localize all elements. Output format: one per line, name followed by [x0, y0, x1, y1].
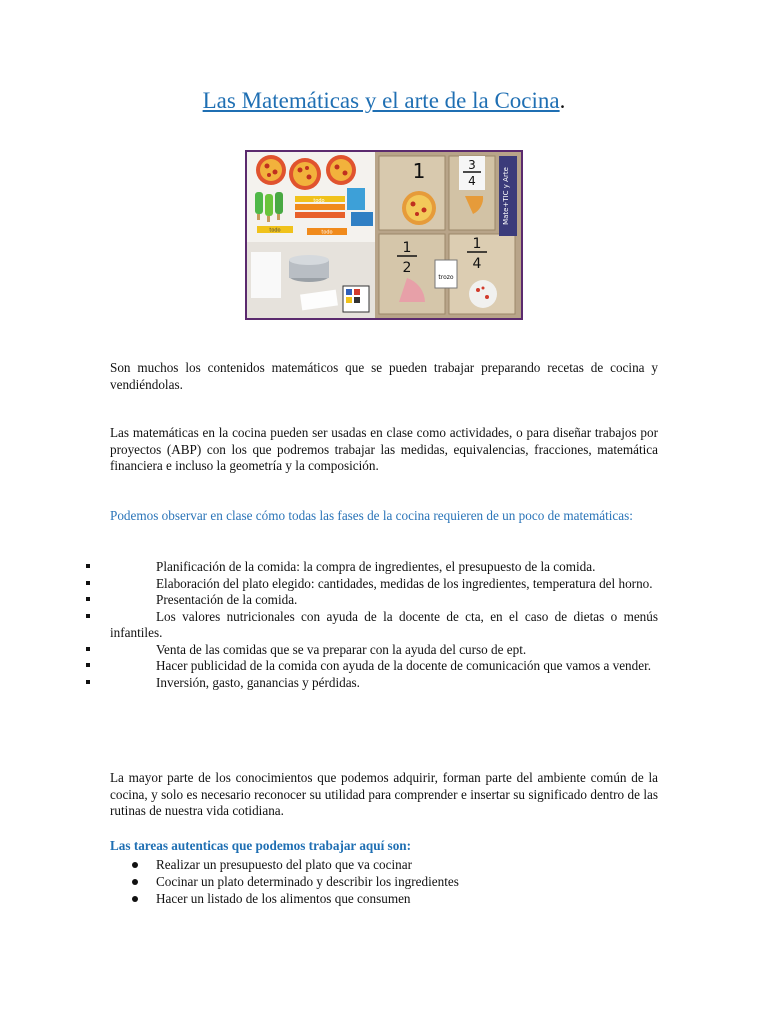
hero-image [245, 150, 523, 320]
svg-text:1: 1 [472, 236, 482, 252]
svg-text:4: 4 [472, 256, 482, 272]
list-item: Elaboración del plato elegido: cantidades, medidas de los ingredientes, temperatura del horno. [110, 576, 658, 593]
list-item: Planificación de la comida: la compra de ingredientes, el presupuesto de la comida. [110, 559, 658, 576]
svg-text:2: 2 [402, 260, 412, 276]
list-item: Presentación de la comida. [110, 592, 658, 609]
svg-text:4: 4 [468, 174, 476, 188]
list-item: Realizar un presupuesto del plato que va cocinar [110, 856, 658, 873]
phases-list [110, 559, 658, 691]
tasks-list [110, 856, 658, 907]
title-text: Las Matemáticas y el arte de la Cocina [202, 88, 560, 113]
svg-text:todo: todo [269, 227, 281, 234]
svg-text:todo: todo [321, 229, 333, 236]
svg-text:todo: todo [313, 198, 325, 204]
svg-text:3: 3 [468, 158, 476, 172]
list-item: Hacer un listado de los alimentos que consumen [110, 890, 658, 907]
paragraph-knowledge: La mayor parte de los conocimientos que podemos adquirir, forman parte del ambiente común de la cocina, y solo es necesario reconocer su utilidad para comprender e insertar su significado dentro de las rutinas de nuestra vida cotidiana. [110, 770, 658, 818]
list-item: Inversión, gasto, ganancias y pérdidas. [110, 675, 658, 692]
paragraph-intro: Son muchos los contenidos matemáticos que se pueden trabajar preparando recetas de cocina y vendiéndolas. [110, 360, 658, 392]
svg-text:1: 1 [402, 240, 412, 256]
collage-illustration [247, 152, 521, 318]
svg-text:trozo: trozo [438, 274, 454, 281]
pizza-icon [469, 280, 497, 308]
list-item: Los valores nutricionales con ayuda de la docente de cta, en el caso de dietas o menús infantiles. [110, 609, 658, 642]
list-item: Cocinar un plato determinado y describir los ingredientes [110, 873, 658, 890]
page-title [0, 86, 768, 116]
paragraph-classroom: Las matemáticas en la cocina pueden ser usadas en clase como actividades, o para diseñar trabajos por proyectos (ABP) con los que podremos trabajar las medidas, equivalencias, fracciones, matemática financiera e incluso la geometría y la composición. [110, 425, 658, 473]
svg-text:Mate+TIC y Arte: Mate+TIC y Arte [502, 167, 510, 225]
tasks-heading: Las tareas autenticas que podemos trabajar aquí son: [110, 838, 412, 853]
list-item: Hacer publicidad de la comida con ayuda de la docente de comunicación que vamos a vender. [110, 658, 658, 675]
title-period: . [559, 88, 566, 113]
svg-text:1: 1 [412, 159, 426, 183]
paragraph-phases-intro: Podemos observar en clase cómo todas las fases de la cocina requieren de un poco de matemáticas: [110, 508, 633, 523]
list-item: Venta de las comidas que se va preparar con la ayuda del curso de ept. [110, 642, 658, 659]
